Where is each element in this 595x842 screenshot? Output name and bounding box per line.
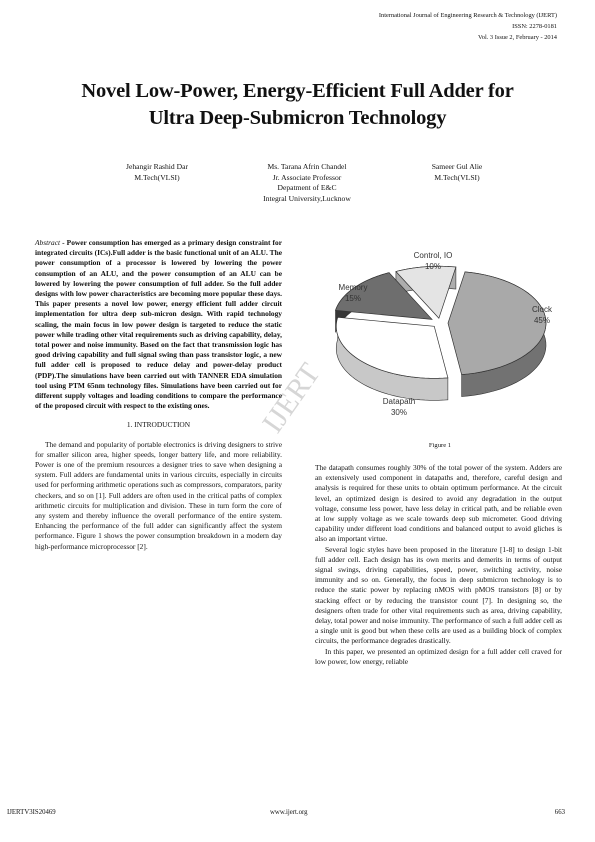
author-department: Depatment of E&C [277,183,337,192]
journal-volume: Vol. 3 Issue 2, February - 2014 [477,34,557,41]
journal-name: International Journal of Engineering Research & Technology (IJERT) [378,12,557,19]
page-number: 663 [554,809,565,816]
section-heading: 1. INTRODUCTION [126,420,191,430]
author-block-2 [232,162,382,204]
pie-label-control-io: Control, IO [413,251,453,260]
intro-paragraph: The demand and popularity of portable electronics is driving designers to strive for smaller silicon area, higher speeds, longer battery life, and more reliability. Power is one of the premium resources a designer tries to save when designing a system. Full adders are fundamental units in various circuits, especially in circuits used for performing arithmetic operations such as compressors, comparators, parity checkers, and so on [1]. Full adders are often used in the critical paths of complex arithmetic circuits for multiplication and division. These in turn form the core of any system and thereby influence the overall performance of the entire system. Enhancing the performance of the full adder can significantly affect the system performance. Figure 1 shows the power consumption breakdown in a modern day high-performance microprocessor [2]. [35,439,282,551]
pie-label-datapath: Datapath [382,397,416,406]
paragraph: In this paper, we presented an optimized design for a full adder cell craved for low power, low energy, reliable [315,646,562,666]
author-affiliation: M.Tech(VLSI) [434,172,480,182]
author-affiliation: M.Tech(VLSI) [134,172,180,182]
journal-issn: ISSN: 2278-0181 [512,23,557,30]
abstract-text: - Power consumption has emerged as a primary design constraint for integrated circuits (ICs).Full adder is the basic functional unit of an ALU. The power consumption of a processor is lowered by lowering the power consumption of an ALU, and the power consumption of an ALU can be lowered by lowering the power consumption of full adder. So the full adder designs with low power characteristics are becoming more popular these days. This paper presents a novel low power, energy efficient full adder circuit implementation for ultra deep sub-micron design. With rapid technology scaling, the main focus in low power design is targeted to reduce the static power while trading other vital requirements such as driving capability, delay, total power and noise immunity. Based on the fact that transmission logic has good driving capability and full signal swing than pass transistor logic, a new full adder cell is proposed to reduce delay and power-delay product (PDP).The simulations have been carried out with TANNER EDA simulation tool using PTM 65nm technology files. Simulations have been carried out for different supply voltages and loading conditions to compare the performance of the proposed circuit with respect to the existing ones. [35,238,282,411]
paragraph: The datapath consumes roughly 30% of the total power of the system. Adders are an extensively used component in datapaths and, therefore, careful design and analysis is required for these units to obtain optimum performance. At the circuit level, an optimized design is desired to avoid any degradation in the output voltage, consume less power, have less delay in critical path, and be reliable even at low supply voltage as we scale towards deep sub micrometer. Good driving capability under different load conditions and balanced output to avoid gliches is also an important virtue. [315,463,562,544]
pie-label-clock: Clock [531,305,553,314]
left-column [35,238,282,552]
author-name: Sameer Gul Alie [431,162,483,171]
paragraph: Several logic styles have been proposed in the literature [1-8] to design 1-bit full adder cell. Each design has its own merits and demerits in terms of output signal swings, driving capabilities, speed, power, switching activity, noise immunity and so on. Generally, the focus in deep submicron technology is to reduce the static power by replacing nMOS with pMOS transistors [8] or by stacking effect or by reducing the transistor count [7]. In designing so, the designers often trade for other vital requirements such as area, driving capability, delay, total power and noise immunity. The performance of such a full adder cell as a single unit is good but when these cells are used as a building block of complex circuits, the performance degrades drastically. [315,544,562,646]
power-breakdown-pie-chart [315,238,565,438]
ijert-watermark: IJERT [256,357,327,439]
pie-value-control-io: 10% [424,262,442,271]
paper-title [30,78,565,132]
author-name: Ms. Tarana Afrin Chandel [267,162,347,171]
figure-caption: Figure 1 [428,442,452,449]
pie-value-memory: 15% [344,294,362,303]
author-name: Jehangir Rashid Dar [126,162,188,171]
author-block-3 [382,162,532,183]
title-line-1: Novel Low-Power, Energy-Efficient Full Adder for [81,80,514,102]
footer-paper-id: IJERTV3IS20469 [7,809,56,816]
journal-header [379,10,557,43]
right-column [315,463,562,667]
abstract [35,238,282,411]
title-line-2: Ultra Deep-Submicron Technology [148,107,447,129]
pie-value-clock: 45% [533,316,551,325]
footer-url: www.ijert.org [270,809,308,816]
pie-value-datapath: 30% [390,408,408,417]
abstract-label: Abstract [35,238,61,247]
author-university: Integral University,Lucknow [263,193,351,203]
pie-label-memory: Memory [338,283,368,292]
author-block-1 [82,162,232,183]
author-affiliation: Jr. Associate Professor [272,172,342,182]
